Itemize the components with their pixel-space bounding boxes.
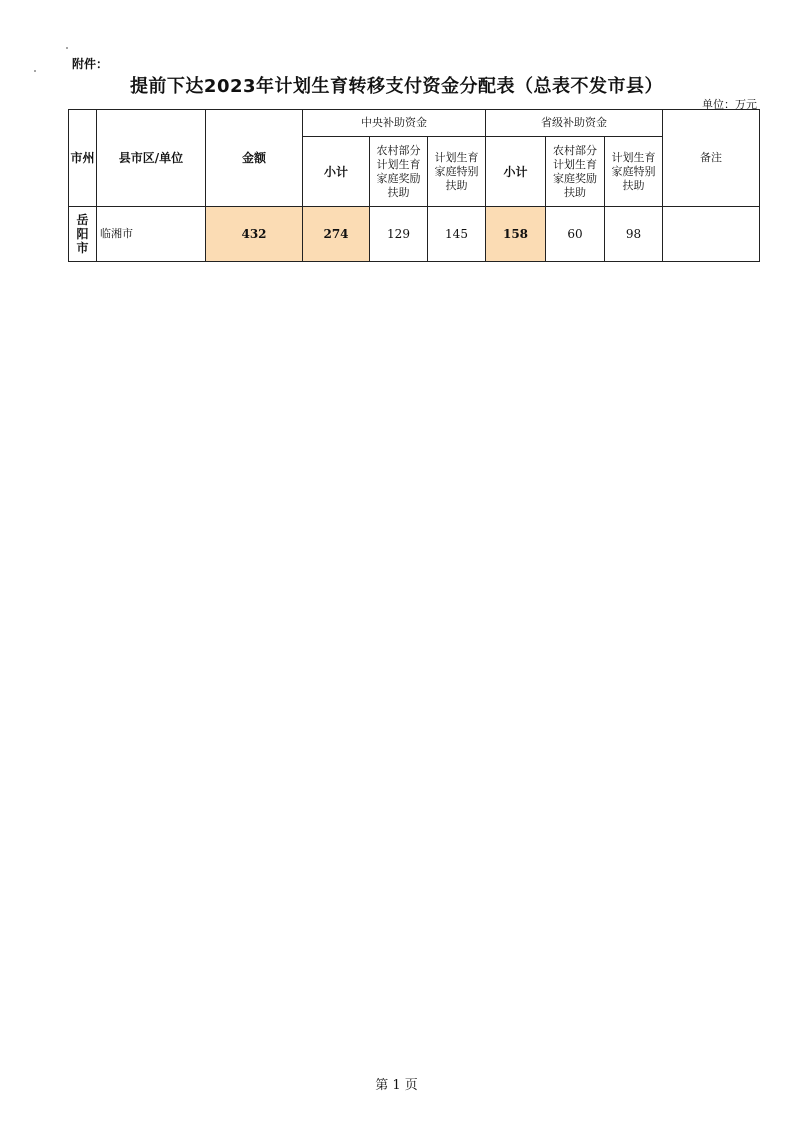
cell-county: 临湘市	[97, 207, 206, 262]
header-provincial-rural-reward-text: 农村部分计划生育家庭奖励扶助	[553, 143, 598, 199]
cell-central-special-support: 145	[428, 207, 486, 262]
allocation-table	[68, 109, 760, 262]
header-provincial-special-support	[605, 137, 663, 207]
header-county: 县市区/单位	[97, 110, 206, 207]
cell-central-rural-reward: 129	[370, 207, 428, 262]
scan-speck	[66, 47, 68, 49]
attachment-label: 附件：	[72, 57, 109, 71]
header-central-group: 中央补助资金	[303, 110, 486, 137]
cell-remark	[663, 207, 760, 262]
cell-provincial-subtotal: 158	[486, 207, 546, 262]
page-number: 第 1 页	[375, 1078, 418, 1093]
cell-amount: 432	[206, 207, 303, 262]
header-central-subtotal: 小计	[303, 137, 370, 207]
unit-label: 单位：万元	[702, 98, 757, 111]
header-amount: 金额	[206, 110, 303, 207]
header-central-rural-reward	[370, 137, 428, 207]
header-remark: 备注	[663, 110, 760, 207]
cell-city	[69, 207, 97, 262]
cell-provincial-rural-reward: 60	[546, 207, 605, 262]
header-city: 市州	[69, 110, 97, 207]
header-row-1	[69, 110, 760, 137]
header-provincial-group: 省级补助资金	[486, 110, 663, 137]
cell-central-subtotal: 274	[303, 207, 370, 262]
header-provincial-subtotal: 小计	[486, 137, 546, 207]
header-central-rural-reward-text: 农村部分计划生育家庭奖励扶助	[376, 143, 421, 199]
header-central-special-support	[428, 137, 486, 207]
header-central-special-support-text: 计划生育家庭特别扶助	[434, 150, 479, 192]
cell-city-text: 岳阳市	[76, 213, 89, 255]
table-row	[69, 207, 760, 262]
header-provincial-rural-reward	[546, 137, 605, 207]
cell-provincial-special-support: 98	[605, 207, 663, 262]
document-title: 提前下达2023年计划生育转移支付资金分配表（总表不发市县）	[129, 76, 664, 97]
header-provincial-special-support-text: 计划生育家庭特别扶助	[611, 150, 656, 192]
